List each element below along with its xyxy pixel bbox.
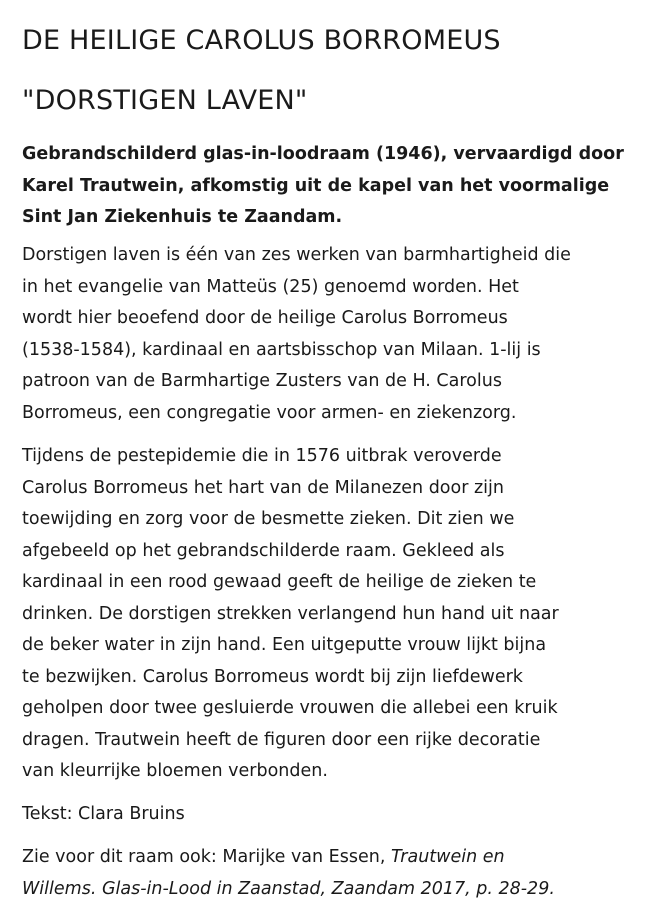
paragraph-line: Dorstigen laven is één van zes werken van barmhartigheid die (22, 245, 571, 265)
reference-title-part2: Willems. Glas-in-Lood in Zaanstad, Zaandam 2017, p. 28-29. (22, 878, 555, 899)
paragraph-line: in het evangelie van Matteüs (25) genoemd worden. Het (22, 276, 519, 297)
paragraph-line: te bezwijken. Carolus Borromeus wordt bij zijn liefdewerk (22, 666, 523, 687)
reference-note (22, 842, 636, 905)
paragraph-line: patroon van de Barmhartige Zusters van de H. Carolus (22, 371, 502, 391)
body-paragraph-2 (22, 441, 636, 788)
paragraph-line: afgebeeld op het gebrandschilderde raam. Gekleed als (22, 540, 505, 561)
paragraph-line: geholpen door twee gesluierde vrouwen die allebei een kruik (22, 698, 558, 718)
paragraph-line: Carolus Borromeus het hart van de Milanezen door zijn (22, 477, 504, 498)
page-title: DE HEILIGE CAROLUS BORROMEUS (22, 25, 501, 56)
intro-paragraph (22, 139, 636, 234)
reference-line (22, 842, 636, 874)
paragraph-line: kardinaal in een rood gewaad geeft de heilige de zieken te (22, 572, 537, 592)
intro-line: Gebrandschilderd glas-in-loodraam (1946), vervaardigd door (22, 144, 624, 164)
intro-line: Karel Trautwein, afkomstig uit de kapel van het voormalige (22, 175, 610, 196)
reference-prefix: Zie voor dit raam ook: Marijke van Essen, (22, 847, 391, 867)
body-paragraph-1 (22, 240, 636, 429)
paragraph-line: dragen. Trautwein heeft de figuren door een rijke decoratie (22, 729, 541, 750)
paragraph-line: (1538-1584), kardinaal en aartsbisschop van Milaan. 1-lij is (22, 339, 541, 360)
paragraph-line: van kleurrijke bloemen verbonden. (22, 761, 328, 781)
paragraph-line: toewijding en zorg voor de besmette zieken. Dit zien we (22, 509, 515, 529)
paragraph-line: drinken. De dorstigen strekken verlangend hun hand uit naar (22, 603, 559, 624)
paragraph-line: Borromeus, een congregatie voor armen- en ziekenzorg. (22, 402, 517, 423)
intro-line: Sint Jan Ziekenhuis te Zaandam. (22, 207, 343, 227)
reference-title-part1: Trautwein en (390, 847, 505, 867)
author-credit: Tekst: Clara Bruins (22, 804, 185, 824)
paragraph-line: Tijdens de pestepidemie die in 1576 uitbrak veroverde (22, 446, 502, 466)
page-subtitle: "DORSTIGEN LAVEN" (22, 85, 308, 116)
paragraph-line: wordt hier beoefend door de heilige Carolus Borromeus (22, 308, 508, 328)
paragraph-line: de beker water in zijn hand. Een uitgeputte vrouw lijkt bijna (22, 635, 547, 655)
reference-line (22, 874, 636, 906)
